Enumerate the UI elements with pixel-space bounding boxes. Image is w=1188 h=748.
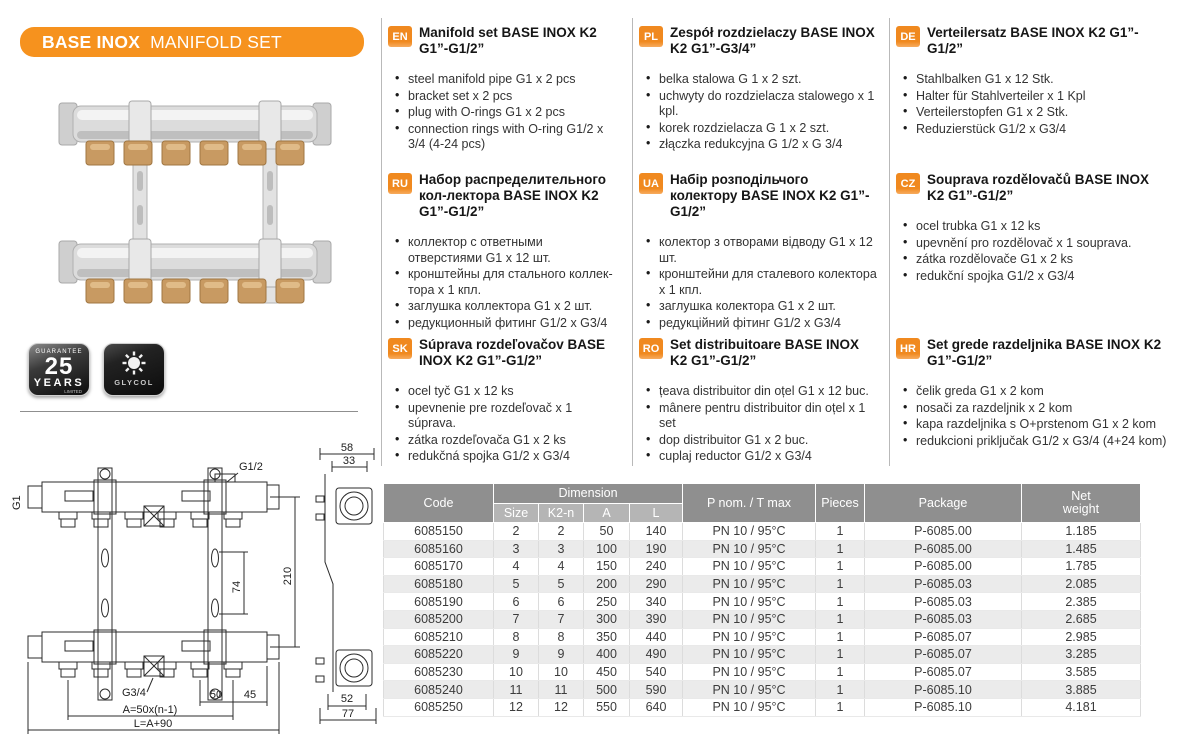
cell-l: 290: [630, 575, 683, 593]
list-item: • złączka redukcyjna G 1/2 x G 3/4: [646, 137, 877, 153]
cell-a: 500: [584, 681, 630, 699]
header-code: Code: [384, 484, 494, 523]
list-item: • редукційний фітинг G1/2 x G3/4: [646, 316, 877, 332]
list-item: • bracket set x 2 pcs: [395, 89, 620, 105]
lang-items: [896, 72, 1170, 137]
lang-items: [896, 384, 1170, 449]
table-row: [384, 681, 1141, 699]
list-item: • Halter für Stahlverteiler x 1 Kpl: [903, 89, 1170, 105]
cell-pnom-tmax: PN 10 / 95°C: [683, 540, 816, 558]
lang-head: [896, 25, 1170, 57]
lang-head: [388, 25, 620, 57]
cell-code: 6085170: [384, 558, 494, 576]
page-title-regular: MANIFOLD SET: [150, 32, 282, 52]
table-row: [384, 558, 1141, 576]
list-item: • cuplaj reductor G1/2 x G3/4: [646, 449, 877, 465]
cell-package: P-6085.10: [865, 681, 1022, 699]
dim-label-g1: G1: [11, 495, 23, 510]
list-item: • zátka rozdeľovača G1 x 2 ks: [395, 433, 620, 449]
cell-size: 11: [494, 681, 539, 699]
lang-tag-sk: SK: [388, 338, 412, 359]
list-item: • redukční spojka G1/2 x G3/4: [903, 269, 1170, 285]
list-item: • заглушка коллектора G1 x 2 шт.: [395, 299, 620, 315]
cell-l: 440: [630, 628, 683, 646]
cell-l: 190: [630, 540, 683, 558]
cell-net-weight: 3.885: [1022, 681, 1141, 699]
lang-title: Zespół rozdzielaczy BASE INOX K2 G1”-G3/4”: [670, 25, 875, 56]
cell-code: 6085180: [384, 575, 494, 593]
lang-items: [388, 384, 620, 465]
sun-icon: [121, 350, 147, 376]
table-row: [384, 663, 1141, 681]
dim-label-58: 58: [340, 442, 354, 454]
header-net-weight: [1022, 484, 1141, 523]
header-size: Size: [494, 504, 539, 523]
guarantee-limited-label: LIMITED: [64, 389, 82, 394]
cell-code: 6085230: [384, 663, 494, 681]
cell-package: P-6085.10: [865, 698, 1022, 716]
lang-section-de: [889, 18, 1182, 165]
glycol-label: GLYCOL: [114, 378, 154, 387]
list-item: • connection rings with O-ring G1/2 x 3/4 (4-24 pcs): [395, 122, 620, 153]
guarantee-years-label: YEARS: [33, 377, 85, 389]
cell-net-weight: 4.181: [1022, 698, 1141, 716]
cell-k2n: 11: [539, 681, 584, 699]
header-pnom-tmax: P nom. / T max: [683, 484, 816, 523]
list-item: • zátka rozdělovače G1 x 2 ks: [903, 252, 1170, 268]
cell-code: 6085150: [384, 523, 494, 541]
cell-a: 350: [584, 628, 630, 646]
list-item: • țeava distribuitor din oțel G1 x 12 buc.: [646, 384, 877, 400]
cell-net-weight: 3.285: [1022, 646, 1141, 664]
dim-label-g1-2: G1/2: [239, 461, 263, 473]
certification-badges: [28, 343, 165, 396]
cell-l: 490: [630, 646, 683, 664]
list-item: • uchwyty do rozdzielacza stalowego x 1 kpl.: [646, 89, 877, 120]
header-dimension: Dimension: [494, 484, 683, 504]
list-item: • кронштейни для сталевого колектора x 1 кпл.: [646, 267, 877, 298]
lang-items: [896, 219, 1170, 284]
cell-size: 2: [494, 523, 539, 541]
lang-section-hr: [889, 330, 1182, 466]
lang-title: Набір розподільчого колектору BASE INOX K2 G1”-G1/2”: [670, 172, 870, 219]
list-item: • kapa razdeljnika s O+prstenom G1 x 2 kom: [903, 417, 1170, 433]
lang-head: [639, 337, 877, 369]
lang-tag-en: EN: [388, 26, 412, 47]
list-item: • steel manifold pipe G1 x 2 pcs: [395, 72, 620, 88]
spec-table-header: [384, 484, 1141, 523]
list-item: • belka stalowa G 1 x 2 szt.: [646, 72, 877, 88]
table-row: [384, 646, 1141, 664]
cell-a: 150: [584, 558, 630, 576]
cell-size: 9: [494, 646, 539, 664]
cell-package: P-6085.03: [865, 593, 1022, 611]
table-row: [384, 540, 1141, 558]
cell-pieces: 1: [816, 646, 865, 664]
cell-package: P-6085.03: [865, 575, 1022, 593]
header-a: A: [584, 504, 630, 523]
cell-code: 6085250: [384, 698, 494, 716]
lang-tag-ru: RU: [388, 173, 412, 194]
list-item: • ocel trubka G1 x 12 ks: [903, 219, 1170, 235]
guarantee-number: 25: [44, 353, 74, 380]
cell-a: 200: [584, 575, 630, 593]
list-item: • dop distribuitor G1 x 2 buc.: [646, 433, 877, 449]
cell-pieces: 1: [816, 681, 865, 699]
header-pieces: Pieces: [816, 484, 865, 523]
dim-label-50: 50: [209, 689, 223, 701]
cell-size: 8: [494, 628, 539, 646]
dim-label-52: 52: [340, 693, 354, 705]
cell-net-weight: 1.785: [1022, 558, 1141, 576]
list-item: • nosači za razdeljnik x 2 kom: [903, 401, 1170, 417]
cell-package: P-6085.07: [865, 646, 1022, 664]
cell-pieces: 1: [816, 558, 865, 576]
cell-k2n: 5: [539, 575, 584, 593]
list-item: • заглушка колектора G1 x 2 шт.: [646, 299, 877, 315]
cell-net-weight: 2.685: [1022, 610, 1141, 628]
cell-pnom-tmax: PN 10 / 95°C: [683, 575, 816, 593]
cell-pnom-tmax: PN 10 / 95°C: [683, 698, 816, 716]
lang-head: [639, 25, 877, 57]
list-item: • upevnění pro rozdělovač x 1 souprava.: [903, 236, 1170, 252]
header-k2n: K2-n: [539, 504, 584, 523]
lang-section-pl: [632, 18, 889, 165]
cell-a: 250: [584, 593, 630, 611]
language-sections-grid: [381, 18, 1182, 466]
header-l: L: [630, 504, 683, 523]
page-title: [20, 27, 364, 57]
lang-title: Набор распределительного кол-лектора BASE INOX K2 G1”-G1/2”: [419, 172, 607, 219]
drawing-lines: [28, 448, 376, 734]
lang-title: Verteilersatz BASE INOX K2 G1”-G1/2”: [927, 25, 1139, 56]
cell-net-weight: 2.385: [1022, 593, 1141, 611]
lang-tag-ua: UA: [639, 173, 663, 194]
lang-head: [388, 172, 620, 220]
table-row: [384, 628, 1141, 646]
cell-a: 100: [584, 540, 630, 558]
cell-net-weight: 2.985: [1022, 628, 1141, 646]
cell-pnom-tmax: PN 10 / 95°C: [683, 681, 816, 699]
list-item: • plug with O-rings G1 x 2 pcs: [395, 105, 620, 121]
lang-section-ua: [632, 165, 889, 330]
table-row: [384, 575, 1141, 593]
cell-pieces: 1: [816, 698, 865, 716]
lang-tag-ro: RO: [639, 338, 663, 359]
cell-pnom-tmax: PN 10 / 95°C: [683, 593, 816, 611]
lang-section-ro: [632, 330, 889, 466]
cell-code: 6085200: [384, 610, 494, 628]
cell-k2n: 10: [539, 663, 584, 681]
lang-section-sk: [381, 330, 632, 466]
cell-k2n: 7: [539, 610, 584, 628]
list-item: • редукционный фитинг G1/2 x G3/4: [395, 316, 620, 332]
cell-net-weight: 2.085: [1022, 575, 1141, 593]
header-package: Package: [865, 484, 1022, 523]
cell-a: 50: [584, 523, 630, 541]
cell-pieces: 1: [816, 628, 865, 646]
dim-label-45: 45: [243, 689, 257, 701]
lang-title: Manifold set BASE INOX K2 G1”-G1/2”: [419, 25, 597, 56]
cell-package: P-6085.07: [865, 663, 1022, 681]
lang-title: Súprava rozdeľovačov BASE INOX K2 G1”-G1/2”: [419, 337, 606, 368]
cell-net-weight: 1.485: [1022, 540, 1141, 558]
lang-items: [639, 72, 877, 153]
table-row: [384, 698, 1141, 716]
cell-net-weight: 1.185: [1022, 523, 1141, 541]
cell-size: 3: [494, 540, 539, 558]
manifold-photo-graphic: [59, 101, 331, 303]
cell-pnom-tmax: PN 10 / 95°C: [683, 558, 816, 576]
cell-code: 6085220: [384, 646, 494, 664]
list-item: • čelik greda G1 x 2 kom: [903, 384, 1170, 400]
cell-net-weight: 3.585: [1022, 663, 1141, 681]
list-item: • колектор з отворами відводу G1 x 12 шт.: [646, 235, 877, 266]
cell-package: P-6085.03: [865, 610, 1022, 628]
list-item: • redukčná spojka G1/2 x G3/4: [395, 449, 620, 465]
cell-pnom-tmax: PN 10 / 95°C: [683, 523, 816, 541]
list-item: • ocel tyč G1 x 12 ks: [395, 384, 620, 400]
cell-pieces: 1: [816, 610, 865, 628]
list-item: • коллектор с ответными отверстиями G1 x 12 шт.: [395, 235, 620, 266]
cell-code: 6085210: [384, 628, 494, 646]
cell-a: 550: [584, 698, 630, 716]
cell-package: P-6085.00: [865, 540, 1022, 558]
list-item: • кронштейны для стального коллек-тора x 1 кпл.: [395, 267, 620, 298]
cell-l: 590: [630, 681, 683, 699]
lang-tag-de: DE: [896, 26, 920, 47]
cell-pieces: 1: [816, 523, 865, 541]
cell-k2n: 6: [539, 593, 584, 611]
lang-section-ru: [381, 165, 632, 330]
cell-pieces: 1: [816, 593, 865, 611]
dim-label-g3-4: G3/4: [122, 687, 146, 699]
lang-head: [639, 172, 877, 220]
cell-code: 6085190: [384, 593, 494, 611]
lang-title: Set grede razdeljnika BASE INOX K2 G1”-G1/2”: [927, 337, 1162, 368]
lang-tag-hr: HR: [896, 338, 920, 359]
cell-a: 400: [584, 646, 630, 664]
dim-label-77: 77: [341, 708, 355, 720]
cell-k2n: 12: [539, 698, 584, 716]
cell-pieces: 1: [816, 575, 865, 593]
lang-title: Souprava rozdělovačů BASE INOX K2 G1”-G1/2”: [927, 172, 1150, 203]
lang-items: [388, 72, 620, 153]
drawing-labels: [11, 442, 355, 730]
cell-l: 640: [630, 698, 683, 716]
cell-pieces: 1: [816, 540, 865, 558]
cell-l: 390: [630, 610, 683, 628]
lang-tag-cz: CZ: [896, 173, 920, 194]
cell-package: P-6085.00: [865, 523, 1022, 541]
dim-label-l-formula: L=A+90: [133, 718, 173, 730]
cell-l: 340: [630, 593, 683, 611]
spec-table: [383, 483, 1141, 717]
page-title-bold: BASE INOX: [42, 32, 141, 52]
lang-head: [896, 337, 1170, 369]
cell-pnom-tmax: PN 10 / 95°C: [683, 628, 816, 646]
cell-size: 12: [494, 698, 539, 716]
lang-head: [388, 337, 620, 369]
cell-package: P-6085.00: [865, 558, 1022, 576]
dim-label-210: 210: [282, 566, 294, 586]
cell-pnom-tmax: PN 10 / 95°C: [683, 663, 816, 681]
spec-table-body: [384, 523, 1141, 717]
cell-a: 300: [584, 610, 630, 628]
table-row: [384, 593, 1141, 611]
cell-k2n: 8: [539, 628, 584, 646]
cell-l: 240: [630, 558, 683, 576]
list-item: • korek rozdzielacza G 1 x 2 szt.: [646, 121, 877, 137]
cell-k2n: 2: [539, 523, 584, 541]
cell-k2n: 3: [539, 540, 584, 558]
cell-pieces: 1: [816, 663, 865, 681]
lang-items: [388, 235, 620, 331]
cell-size: 10: [494, 663, 539, 681]
lang-items: [639, 235, 877, 331]
lang-section-cz: [889, 165, 1182, 330]
list-item: • redukcioni priključak G1/2 x G3/4 (4+24 kom): [903, 434, 1170, 450]
glycol-badge: [103, 343, 165, 396]
list-item: • mânere pentru distribuitor din oțel x 1 set: [646, 401, 877, 432]
dim-label-a-formula: A=50x(n-1): [122, 704, 178, 716]
cell-l: 540: [630, 663, 683, 681]
guarantee-label: GUARANTEE: [35, 349, 83, 355]
list-item: • upevnenie pre rozdeľovač x 1 súprava.: [395, 401, 620, 432]
list-item: • Reduzierstück G1/2 x G3/4: [903, 122, 1170, 138]
guarantee-25-years-badge: [28, 343, 90, 396]
cell-size: 5: [494, 575, 539, 593]
lang-title: Set distribuitoare BASE INOX K2 G1”-G1/2”: [670, 337, 860, 368]
list-item: • Verteilerstopfen G1 x 2 Stk.: [903, 105, 1170, 121]
cell-code: 6085160: [384, 540, 494, 558]
dim-label-74: 74: [231, 580, 243, 594]
lang-tag-pl: PL: [639, 26, 663, 47]
lang-items: [639, 384, 877, 465]
table-row: [384, 523, 1141, 541]
lang-head: [896, 172, 1170, 204]
separator-line: [20, 411, 358, 412]
cell-l: 140: [630, 523, 683, 541]
lang-section-en: [381, 18, 632, 165]
cell-pnom-tmax: PN 10 / 95°C: [683, 646, 816, 664]
cell-code: 6085240: [384, 681, 494, 699]
header-net-weight-text: Net weight: [1062, 489, 1100, 516]
cell-k2n: 9: [539, 646, 584, 664]
cell-size: 7: [494, 610, 539, 628]
table-row: [384, 610, 1141, 628]
cell-package: P-6085.07: [865, 628, 1022, 646]
cell-k2n: 4: [539, 558, 584, 576]
technical-drawing: [10, 440, 380, 745]
list-item: • Stahlbalken G1 x 12 Stk.: [903, 72, 1170, 88]
cell-size: 6: [494, 593, 539, 611]
cell-size: 4: [494, 558, 539, 576]
product-photo: [45, 83, 345, 321]
cell-pnom-tmax: PN 10 / 95°C: [683, 610, 816, 628]
dim-label-33: 33: [342, 455, 356, 467]
cell-a: 450: [584, 663, 630, 681]
